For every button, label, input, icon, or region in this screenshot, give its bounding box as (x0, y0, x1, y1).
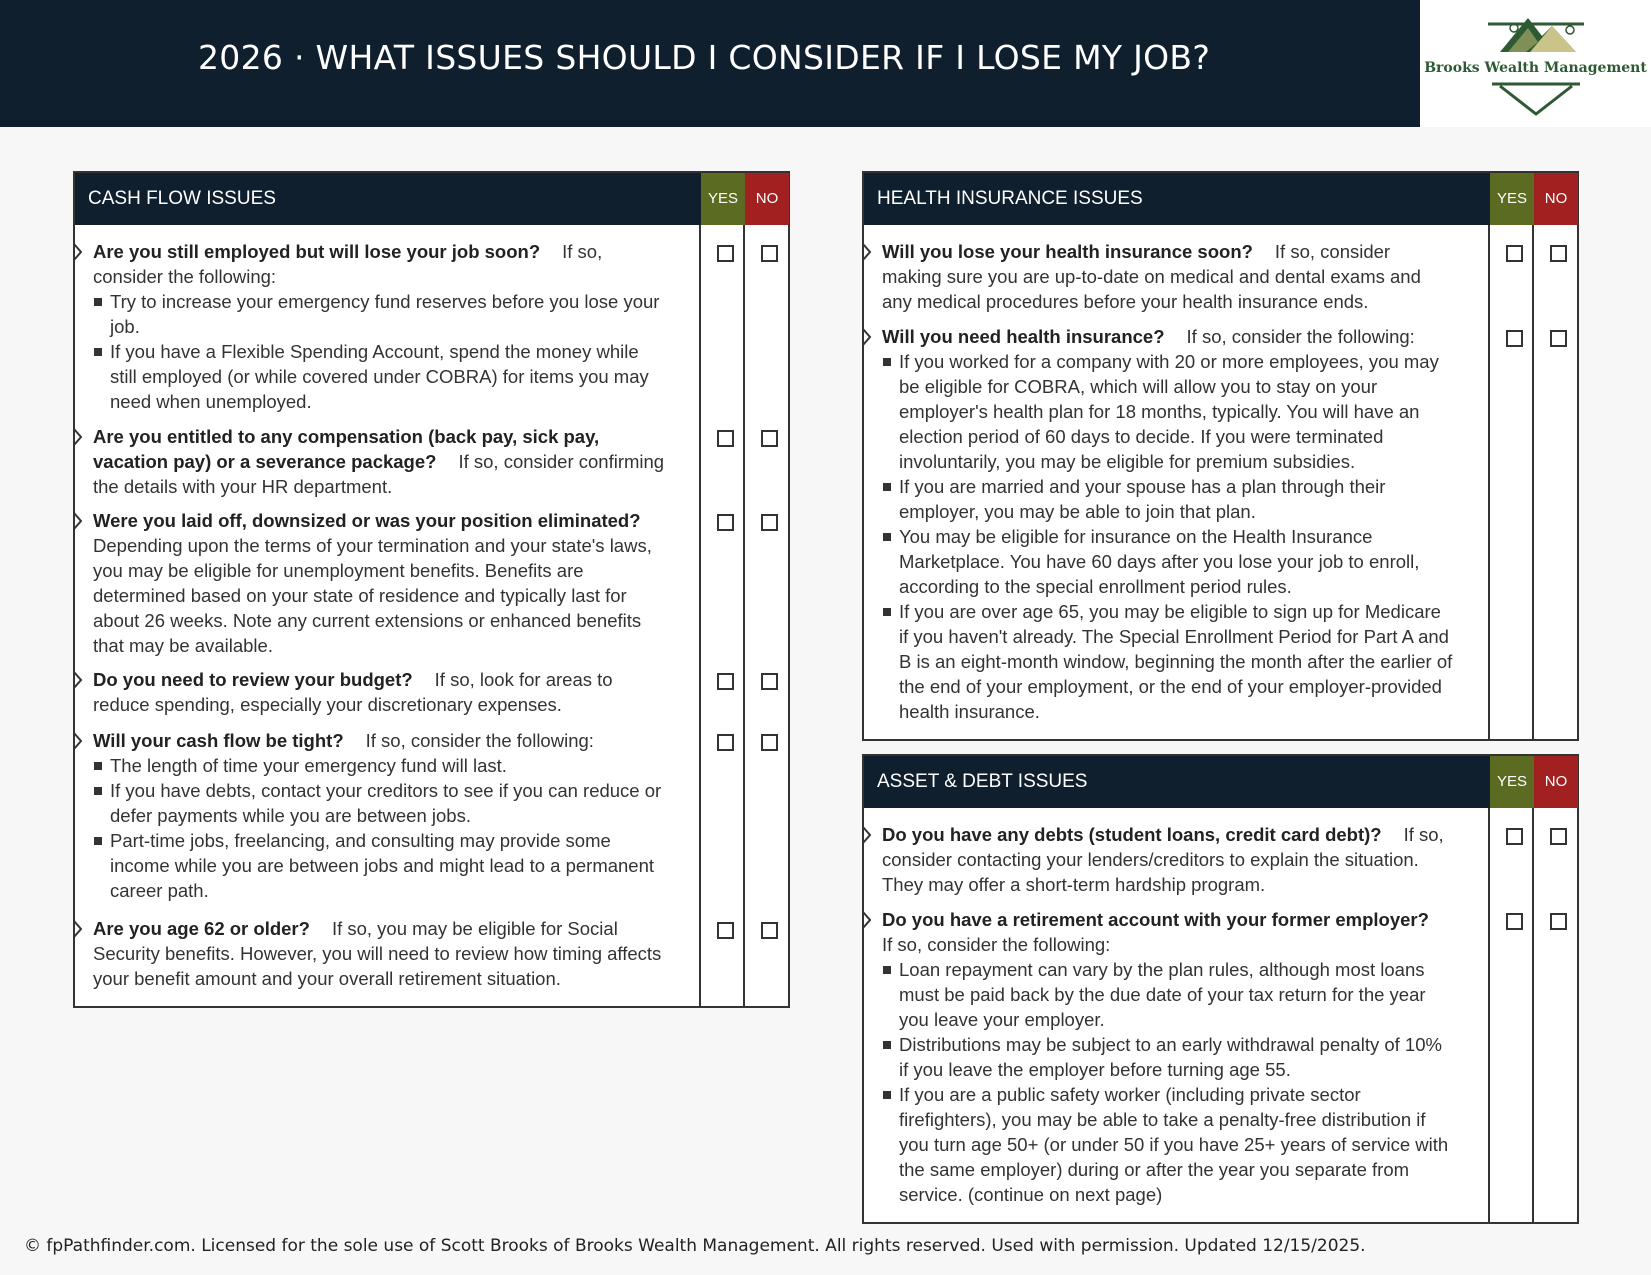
yes-checkbox[interactable] (1506, 330, 1523, 347)
yes-checkbox[interactable] (717, 514, 734, 531)
chevron-right-icon (73, 428, 83, 446)
yes-column-label: YES (701, 173, 745, 225)
no-column-label: NO (1534, 173, 1578, 225)
asset-debt-panel (862, 754, 1579, 1224)
bullet-item: If you have debts, contact your creditors to see if you can reduce or defer payments while you are between jobs. (93, 778, 665, 828)
yes-checkbox[interactable] (717, 245, 734, 262)
no-column-label: NO (745, 173, 789, 225)
no-checkbox[interactable] (1550, 913, 1567, 930)
chevron-right-icon (862, 328, 872, 346)
question-text: Do you have a retirement account with your former employer? (882, 909, 1429, 930)
bullet-item: Loan repayment can vary by the plan rules, although most loans must be paid back by the due date of your tax return for the year you leave your employer. (882, 957, 1454, 1032)
no-checkbox[interactable] (761, 922, 778, 939)
question-text: Will your cash flow be tight? (93, 730, 344, 751)
yes-checkbox[interactable] (1506, 828, 1523, 845)
bullet-item: If you are a public safety worker (including private sector firefighters), you may be able to take a penalty-free distribution if you turn age 50+ (or under 50 if you have 25+ years of service with the same employer) during or after the year you separate from service. (continue on next page) (882, 1082, 1454, 1207)
bullet-item: Try to increase your emergency fund reserves before you lose your job. (93, 289, 665, 339)
question-text: Do you have any debts (student loans, credit card debt)? (882, 824, 1382, 845)
no-checkbox[interactable] (1550, 245, 1567, 262)
yes-checkbox[interactable] (717, 734, 734, 751)
bullet-item: Distributions may be subject to an early withdrawal penalty of 10% if you leave the employer before turning age 55. (882, 1032, 1454, 1082)
bullet-list (93, 289, 665, 414)
bullet-list (882, 957, 1454, 1207)
page-title: 2026 · WHAT ISSUES SHOULD I CONSIDER IF I LOSE MY JOB? (198, 38, 1211, 77)
yes-checkbox[interactable] (717, 922, 734, 939)
chevron-right-icon (862, 911, 872, 929)
question-text: Were you laid off, downsized or was your position eliminated? (93, 510, 641, 531)
question-item (93, 239, 665, 414)
bullet-item: You may be eligible for insurance on the Health Insurance Marketplace. You have 60 days after you lose your job to enroll, according to the special enrollment period rules. (882, 524, 1454, 599)
chevron-right-icon (73, 671, 83, 689)
no-checkbox[interactable] (761, 430, 778, 447)
bullet-item: If you have a Flexible Spending Account, spend the money while still employed (or while covered under COBRA) for items you may need when unemployed. (93, 339, 665, 414)
bullet-list (93, 753, 665, 903)
logo (1420, 0, 1651, 127)
question-body: If so, consider confirming the details with your HR department. (93, 451, 665, 497)
no-checkbox[interactable] (761, 514, 778, 531)
cash-flow-title: CASH FLOW ISSUES (88, 188, 276, 209)
health-insurance-panel (862, 171, 1579, 741)
yes-checkbox[interactable] (1506, 913, 1523, 930)
question-item (93, 667, 665, 717)
question-item (93, 916, 665, 991)
question-item (882, 907, 1454, 1207)
question-body: If so, consider the following: (1186, 326, 1415, 347)
question-item (93, 728, 665, 903)
question-body: If so, consider making sure you are up-to-date on medical and dental exams and any medical procedures before your health insurance ends. (882, 241, 1421, 312)
question-text: Do you need to review your budget? (93, 669, 413, 690)
question-body: If so, look for areas to reduce spending, especially your discretionary expenses. (93, 669, 613, 715)
bullet-item: Part-time jobs, freelancing, and consulting may provide some income while you are between jobs and might lead to a permanent career path. (93, 828, 665, 903)
question-body: If so, you may be eligible for Social Security benefits. However, you will need to review how timing affects your benefit amount and your overall retirement situation. (93, 918, 662, 989)
question-body: Depending upon the terms of your termination and your state's laws, you may be eligible for unemployment benefits. Benefits are determined based on your state of residence and typically last for about 26 weeks. Note any current extensions or enhanced benefits that may be available. (93, 535, 652, 656)
bullet-item: If you worked for a company with 20 or more employees, you may be eligible for COBRA, which will allow you to stay on your employer's health plan for 18 months, typically. You will have an election period of 60 days to decide. If you were terminated involuntarily, you may be eligible for premium subsidies. (882, 349, 1454, 474)
bullet-item: The length of time your emergency fund will last. (93, 753, 665, 778)
cash-flow-header (75, 173, 788, 225)
question-item (882, 239, 1454, 314)
question-text: Are you still employed but will lose your job soon? (93, 241, 541, 262)
bullet-list (882, 349, 1454, 724)
question-item (882, 324, 1454, 724)
question-body: If so, consider the following: (882, 934, 1111, 955)
question-text: Will you need health insurance? (882, 326, 1165, 347)
chevron-right-icon (862, 826, 872, 844)
no-checkbox[interactable] (761, 734, 778, 751)
no-column-label: NO (1534, 756, 1578, 808)
no-checkbox[interactable] (761, 245, 778, 262)
question-item (882, 822, 1454, 897)
question-body: If so, consider the following: (93, 241, 603, 287)
yes-column-label: YES (1490, 173, 1534, 225)
no-checkbox[interactable] (1550, 828, 1567, 845)
question-text: Will you lose your health insurance soon? (882, 241, 1253, 262)
question-text: Are you age 62 or older? (93, 918, 310, 939)
no-checkbox[interactable] (761, 673, 778, 690)
yes-checkbox[interactable] (1506, 245, 1523, 262)
yes-column-label: YES (1490, 756, 1534, 808)
chevron-right-icon (73, 732, 83, 750)
chevron-right-icon (73, 512, 83, 530)
yes-checkbox[interactable] (717, 673, 734, 690)
chevron-right-icon (73, 243, 83, 261)
question-body: If so, consider contacting your lenders/creditors to explain the situation. They may offer a short-term hardship program. (882, 824, 1444, 895)
chevron-right-icon (73, 920, 83, 938)
asset-debt-title: ASSET & DEBT ISSUES (877, 771, 1088, 792)
copyright-footer: © fpPathfinder.com. Licensed for the sole use of Scott Brooks of Brooks Wealth Management. All rights reserved. Used with permission. Updated 12/15/2025. (24, 1236, 1366, 1256)
question-body: If so, consider the following: (365, 730, 594, 751)
bullet-item: If you are married and your spouse has a plan through their employer, you may be able to join that plan. (882, 474, 1454, 524)
question-item (93, 424, 665, 499)
asset-debt-header (864, 756, 1577, 808)
health-insurance-header (864, 173, 1577, 225)
no-checkbox[interactable] (1550, 330, 1567, 347)
question-item (93, 508, 665, 658)
yes-checkbox[interactable] (717, 430, 734, 447)
header-bar (0, 0, 1420, 127)
cash-flow-panel (73, 171, 790, 1008)
health-insurance-title: HEALTH INSURANCE ISSUES (877, 188, 1143, 209)
chevron-right-icon (862, 243, 872, 261)
logo-text: Brooks Wealth Management (1424, 60, 1647, 76)
question-text: Are you entitled to any compensation (back pay, sick pay, vacation pay) or a severance package? (93, 426, 600, 472)
bullet-item: If you are over age 65, you may be eligible to sign up for Medicare if you haven't already. The Special Enrollment Period for Part A and B is an eight-month window, beginning the month after the earlier of the end of your employment, or the end of your employer-provided health insurance. (882, 599, 1454, 724)
